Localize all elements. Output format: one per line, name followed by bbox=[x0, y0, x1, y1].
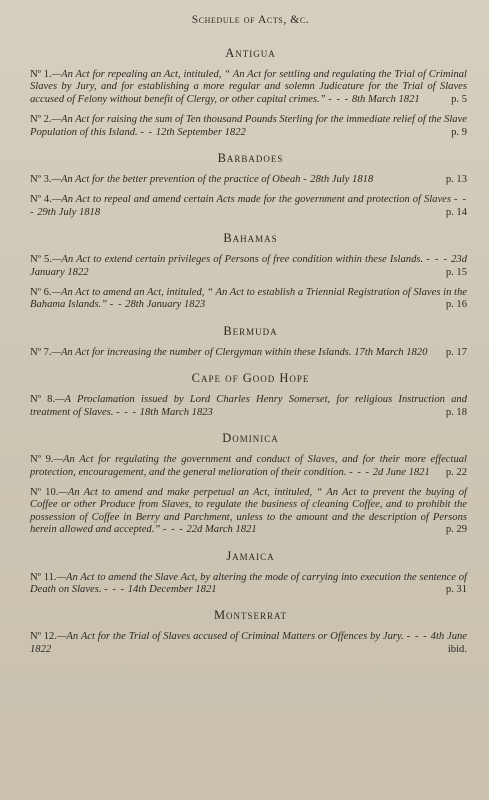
page-reference: p. 17 bbox=[445, 346, 467, 358]
act-date: 23d January 1822 bbox=[30, 254, 467, 278]
act-title: —A Proclamation issued by Lord Charles Henry Somerset, for religious Instruction and treatment of Slaves. bbox=[30, 394, 467, 418]
page-reference: p. 15 bbox=[445, 266, 467, 278]
act-number: Nº 7. bbox=[30, 346, 52, 358]
act-date: 12th September 1822 bbox=[155, 126, 246, 138]
act-number: Nº 11. bbox=[30, 571, 57, 583]
act-entry bbox=[30, 69, 471, 106]
act-number: Nº 6. bbox=[30, 287, 52, 299]
act-number: Nº 1. bbox=[30, 69, 52, 80]
act-entry bbox=[30, 454, 471, 479]
colony-heading: Antigua bbox=[225, 46, 276, 60]
act-number: Nº 5. bbox=[30, 254, 52, 266]
page-reference: p. 18 bbox=[445, 406, 467, 418]
leader-dashes: - - - bbox=[349, 466, 371, 478]
act-title: —An Act to amend the Slave Act, by altering the mode of carrying into execution the sentence of Death on Slaves. bbox=[30, 571, 467, 595]
colony-heading: Dominica bbox=[222, 431, 279, 446]
act-date: 2d June 1821 bbox=[372, 466, 430, 478]
act-entry bbox=[30, 194, 471, 219]
act-title: —An Act for the better prevention of the practice of Obeah bbox=[51, 174, 301, 186]
leader-dashes: - - - bbox=[116, 406, 138, 418]
act-title: —An Act for raising the sum of Ten thousand Pounds Sterling for the immediate relief of the Slave Population of this Island. bbox=[30, 114, 468, 138]
colony-heading: Montserrat bbox=[213, 608, 288, 623]
act-number: Nº 3. bbox=[30, 174, 52, 186]
page-reference: ibid. bbox=[447, 643, 467, 655]
leader-dashes: - - bbox=[140, 126, 154, 138]
act-date: 28th January 1823 bbox=[125, 299, 206, 311]
act-title: —An Act to repeal and amend certain Acts made for the government and protection of Slaves bbox=[51, 194, 452, 206]
leader-dashes: - - - bbox=[30, 194, 467, 218]
act-number: Nº 9. bbox=[30, 454, 54, 466]
act-date: 4th June 1822 bbox=[30, 631, 468, 655]
page-reference: p. 5 bbox=[451, 93, 467, 105]
act-number: Nº 2. bbox=[30, 114, 52, 126]
act-title: —An Act to amend and make perpetual an Act, intituled, “ An Act to prevent the buying of Coffee or other Produce from Slaves, to regulate the business of cleaning Coffee, and to prohibit the possession of Coffee in Berry and Parchment, unless to the amount and the description of Persons herein allowed and accepted.” bbox=[30, 486, 468, 536]
colony-heading: Bermuda bbox=[223, 323, 278, 338]
act-number: Nº 4. bbox=[30, 194, 52, 206]
leader-dashes: - - - bbox=[104, 583, 126, 595]
act-number: Nº 8. bbox=[30, 394, 56, 406]
act-entry bbox=[30, 347, 471, 359]
leader-dashes: - bbox=[303, 174, 308, 186]
leader-dashes: - - - bbox=[406, 631, 428, 643]
act-entry bbox=[30, 487, 471, 537]
act-date: 28th July 1818 bbox=[310, 174, 374, 186]
act-entry bbox=[30, 174, 471, 186]
colony-heading: Cape of Good Hope bbox=[191, 371, 310, 386]
leader-dashes: - - - bbox=[162, 524, 184, 536]
act-title: —An Act for regulating the government and conduct of Slaves, and for their more effectual protection, encouragement, and the general melioration of their condition. bbox=[30, 454, 467, 478]
page-reference: p. 9 bbox=[451, 126, 467, 138]
act-date: 29th July 1818 bbox=[37, 206, 101, 218]
act-entry bbox=[30, 287, 471, 312]
colony-heading: Bahamas bbox=[223, 231, 278, 246]
page-reference: p. 29 bbox=[445, 524, 467, 536]
act-title: —An Act to amend an Act, intituled, “ An Act to establish a Triennial Registration of Slaves in the Bahama Islands.” bbox=[30, 287, 467, 311]
page-reference: p. 22 bbox=[445, 466, 467, 478]
leader-dashes: - - bbox=[109, 299, 123, 311]
schedule-sections bbox=[30, 46, 471, 656]
act-date: 22d March 1821 bbox=[186, 524, 257, 536]
act-entry bbox=[30, 631, 471, 656]
act-title: —An Act for repealing an Act, intituled, “ An Act for settling and regulating the Trial of Criminal Slaves by Jury, and for establishing a more regular and solemn Judicature for the Trial of Slaves accused of Felony without benefit of Clergy, or other capital crimes.” bbox=[30, 69, 467, 105]
act-date: 17th March 1820 bbox=[354, 346, 428, 358]
act-entry bbox=[30, 572, 471, 597]
act-number: Nº 12. bbox=[30, 631, 57, 643]
act-title: —An Act for increasing the number of Clergyman within these Islands. bbox=[51, 346, 352, 358]
leader-dashes: - - - bbox=[426, 254, 449, 266]
act-entry bbox=[30, 114, 471, 139]
act-entry bbox=[30, 394, 471, 419]
page-reference: p. 16 bbox=[445, 299, 467, 311]
running-head: Schedule of Acts, &c. bbox=[191, 14, 310, 26]
page-reference: p. 14 bbox=[445, 206, 467, 218]
act-date: 18th March 1823 bbox=[139, 406, 213, 418]
act-date: 14th December 1821 bbox=[127, 583, 217, 595]
act-number: Nº 10. bbox=[30, 486, 59, 498]
colony-heading: Jamaica bbox=[226, 548, 275, 563]
act-entry bbox=[30, 254, 471, 279]
colony-heading: Barbadoes bbox=[217, 151, 284, 166]
leader-dashes: - - - bbox=[328, 93, 350, 105]
act-title: —An Act to extend certain privileges of Persons of free condition within these Islands. bbox=[51, 254, 424, 266]
act-title: —An Act for the Trial of Slaves accused of Criminal Matters or Offences by Jury. bbox=[57, 631, 404, 643]
page-reference: p. 13 bbox=[445, 174, 467, 186]
act-date: 8th March 1821 bbox=[351, 93, 420, 105]
page-reference: p. 31 bbox=[445, 583, 467, 595]
